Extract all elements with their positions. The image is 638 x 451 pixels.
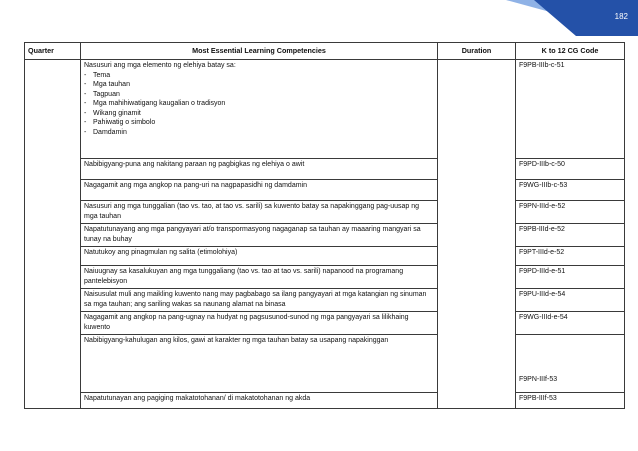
list-item: - Pahiwatig o simbolo <box>84 119 156 126</box>
competency-cell: Nagagamit ang angkop na pang-ugnay na hudyat ng pagsusunod-sunod ng mga pangyayari sa lilikhaing kuwento <box>81 312 438 335</box>
code-cell: F9PD-IIIb-c-50 <box>516 159 625 180</box>
competency-cell: Naiuugnay sa kasalukuyan ang mga tunggaliang (tao vs. tao at tao vs. sarili) napanood na programang pantelebisyon <box>81 266 438 289</box>
competency-cell: Napatutunayang ang mga pangyayari at/o transpormasyong nagaganap sa tauhan ay maaaring mangyari sa tunay na buhay <box>81 224 438 247</box>
table-row <box>25 266 625 289</box>
table-header-row <box>25 43 625 60</box>
code-cell: F9WG-IIIb-c-53 <box>516 180 625 201</box>
header-code: K to 12 CG Code <box>516 43 625 60</box>
competency-cell: Nagagamit ang mga angkop na pang-uri na nagpapasidhi ng damdamin <box>81 180 438 201</box>
header-competencies: Most Essential Learning Competencies <box>81 43 438 60</box>
competency-cell: Nabibigyang-puna ang nakitang paraan ng pagbigkas ng elehiya o awit <box>81 159 438 180</box>
competency-cell: Nasusuri ang mga tunggalian (tao vs. tao, at tao vs. sarili) sa kuwento batay sa napakinggang pag-uusap ng mga tauhan <box>81 201 438 224</box>
competency-cell: Napatutunayan ang pagiging makatotohanan/ di makatotohanan ng akda <box>81 393 438 409</box>
page-number: 182 <box>614 12 628 21</box>
list-item: - Wikang ginamit <box>84 109 141 117</box>
table-row <box>25 201 625 224</box>
code-cell: F9PN-IIIf-53 <box>516 335 625 393</box>
quarter-cell <box>25 60 81 409</box>
duration-cell <box>438 60 516 409</box>
list-item: - Mga mahihiwatigang kaugalian o tradisyon <box>84 100 226 107</box>
header-quarter: Quarter <box>25 43 81 60</box>
code-cell: F9PD-IIId-e-51 <box>516 266 625 289</box>
code-cell: F9PB-IIId-e-52 <box>516 224 625 247</box>
code-cell: F9PU-IIId-e-54 <box>516 289 625 312</box>
competency-cell <box>81 60 438 159</box>
table-row <box>25 289 625 312</box>
table-row <box>25 60 625 159</box>
table-row <box>25 180 625 201</box>
list-item: - Tagpuan <box>84 90 120 98</box>
list-item: - Tema <box>84 71 111 79</box>
code-cell: F9PB-IIIf-53 <box>516 393 625 409</box>
table-row <box>25 335 625 393</box>
competency-text: Nasusuri ang mga elemento ng elehiya batay sa: <box>84 62 236 69</box>
competency-table <box>24 42 625 409</box>
code-cell: F9PB-IIIb-c-51 <box>516 60 625 159</box>
competency-cell: Naisusulat muli ang maikling kuwento nang may pagbabago sa ilang pangyayari at mga katangian ng sinuman sa mga tauhan; ang sariling wakas sa naunang alamat na binasa <box>81 289 438 312</box>
competency-cell: Nabibigyang-kahulugan ang kilos, gawi at karakter ng mga tauhan batay sa usapang napakinggan <box>81 335 438 393</box>
competency-cell: Natutukoy ang pinagmulan ng salita (etimolohiya) <box>81 247 438 266</box>
code-cell: F9PT-IIId-e-52 <box>516 247 625 266</box>
code-cell: F9PN-IIId-e-52 <box>516 201 625 224</box>
table-row <box>25 159 625 180</box>
table-row <box>25 393 625 409</box>
table-row <box>25 247 625 266</box>
code-cell: F9WG-IIId-e-54 <box>516 312 625 335</box>
list-item: - Damdamin <box>84 128 127 136</box>
header-duration: Duration <box>438 43 516 60</box>
list-item: - Mga tauhan <box>84 81 130 88</box>
table-row <box>25 312 625 335</box>
table-row <box>25 224 625 247</box>
element-list <box>84 71 434 138</box>
